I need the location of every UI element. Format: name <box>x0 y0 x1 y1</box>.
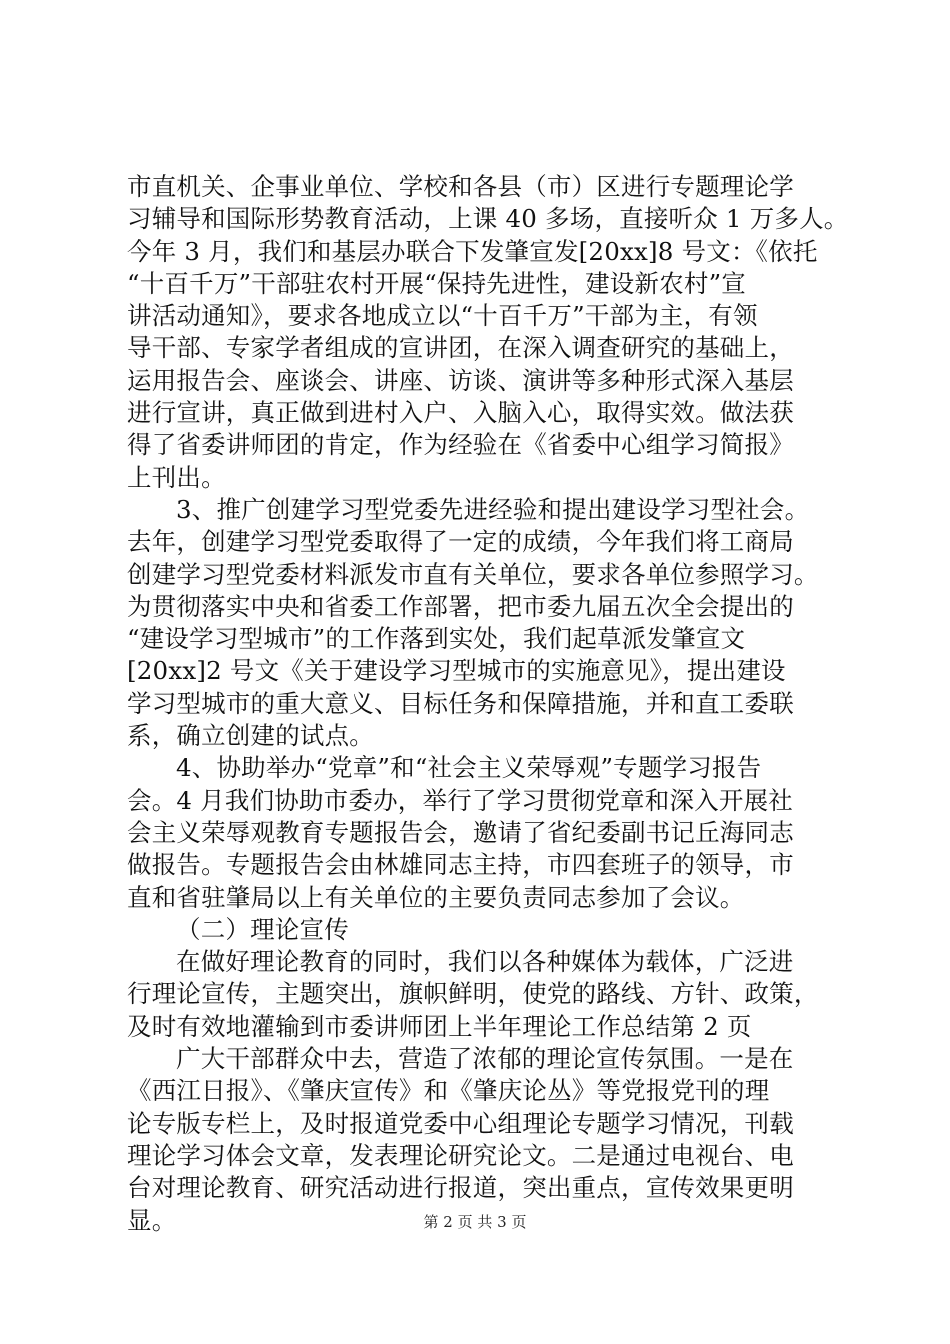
text-line: “建设学习型城市”的工作落到实处，我们起草派发肇宣文 <box>127 624 746 654</box>
text-line: 上刊出。 <box>127 462 226 492</box>
text-line: 理论学习体会文章，发表理论研究论文。二是通过电视台、电 <box>127 1140 794 1170</box>
text-line: 显。 <box>127 1205 177 1235</box>
text-line: 会。4 月我们协助市委办，举行了学习贯彻党章和深入开展社 <box>127 785 793 815</box>
text-line: 今年 3 月，我们和基层办联合下发肇宣发[20xx]8 号文：《依托 <box>127 236 818 266</box>
text-line: 《西江日报》、《肇庆宣传》和《肇庆论丛》等党报党刊的理 <box>127 1076 770 1106</box>
section-heading-4: 4、协助举办“党章”和“社会主义荣辱观”专题学习报告 <box>176 753 762 783</box>
text-line: 创建学习型党委材料派发市直有关单位，要求各单位参照学习。 <box>127 559 819 589</box>
text-line: 广大干部群众中去，营造了浓郁的理论宣传氛围。一是在 <box>176 1044 794 1074</box>
text-line: 习辅导和国际形势教育活动，上课 40 多场，直接听众 1 万多人。 <box>127 204 849 234</box>
text-line: 直和省驻肇局以上有关单位的主要负责同志参加了会议。 <box>127 882 745 912</box>
text-line: 行理论宣传，主题突出，旗帜鲜明，使党的路线、方针、政策， <box>127 979 819 1009</box>
subsection-heading: （二）理论宣传 <box>176 914 349 944</box>
text-line: 会主义荣辱观教育专题报告会，邀请了省纪委副书记丘海同志 <box>127 817 794 847</box>
text-line: 去年，创建学习型党委取得了一定的成绩，今年我们将工商局 <box>127 527 794 557</box>
text-line: [20xx]2 号文《关于建设学习型城市的实施意见》，提出建设 <box>127 656 786 686</box>
text-line: 运用报告会、座谈会、讲座、访谈、演讲等多种形式深入基层 <box>127 365 794 395</box>
text-line: 及时有效地灌输到市委讲师团上半年理论工作总结第 2 页 <box>127 1011 752 1041</box>
section-heading-3: 3、推广创建学习型党委先进经验和提出建设学习型社会。 <box>176 494 810 524</box>
document-body <box>127 171 849 1237</box>
text-line: 导干部、专家学者组成的宣讲团，在深入调查研究的基础上， <box>127 333 794 363</box>
text-line: 做报告。专题报告会由林雄同志主持，市四套班子的领导，市 <box>127 850 794 880</box>
text-line: 得了省委讲师团的肯定，作为经验在《省委中心组学习简报》 <box>127 430 794 460</box>
text-line: 台对理论教育、研究活动进行报道，突出重点，宣传效果更明 <box>127 1173 794 1203</box>
text-line: 在做好理论教育的同时，我们以各种媒体为载体，广泛进 <box>176 947 794 977</box>
text-line: 为贯彻落实中央和省委工作部署，把市委九届五次全会提出的 <box>127 591 794 621</box>
text-line: 论专版专栏上，及时报道党委中心组理论专题学习情况，刊载 <box>127 1108 794 1138</box>
text-line: 系，确立创建的试点。 <box>127 721 374 751</box>
text-line: 市直机关、企事业单位、学校和各县（市）区进行专题理论学 <box>127 172 794 201</box>
text-line: 进行宣讲，真正做到进村入户、入脑入心，取得实效。做法获 <box>127 398 794 428</box>
text-line: “十百千万”干部驻农村开展“保持先进性，建设新农村”宣 <box>127 268 746 298</box>
text-line: 讲活动通知》，要求各地成立以“十百千万”干部为主，有领 <box>127 301 758 331</box>
text-line: 学习型城市的重大意义、目标任务和保障措施，并和直工委联 <box>127 688 794 718</box>
page-footer: 第 2 页 共 3 页 <box>423 1213 527 1231</box>
